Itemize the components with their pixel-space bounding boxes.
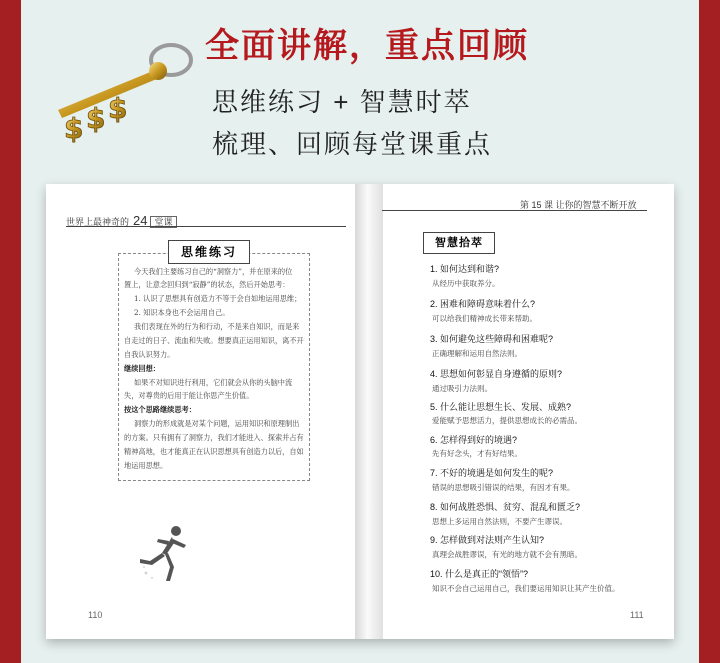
svg-text:$: $ [108, 92, 128, 125]
exercise-line: 置上，让意念回归到“寂静”的状态，然后开始思考： [124, 280, 290, 289]
answer-item: 可以给我们精神成长带来帮助。 [432, 314, 537, 323]
question-item: 10. 什么是真正的“领悟”? [430, 569, 529, 579]
exercise-line: 自我认识努力。 [124, 350, 175, 359]
exercise-line: 精神高地，也才能真正在认识思想具有创造力以后，自如 [124, 447, 304, 456]
answer-item: 知识不会自己运用自己，我们要运用知识让其产生价值。 [432, 584, 620, 593]
exercise-line: 如果不对知识进行利用，它们就会从你的头脑中流 [134, 378, 293, 387]
exercise-line: 我们表现在外的行为和行动，不是来自知识，而是来 [134, 322, 300, 331]
answer-item: 从经历中获取养分。 [432, 279, 500, 288]
question-item: 7. 不好的境遇是如何发生的呢? [430, 468, 554, 478]
answer-item: 通过吸引力法则。 [432, 384, 492, 393]
exercise-subheading: 按这个思路继续思考： [124, 405, 196, 414]
exercise-line: 失，对尊贵的后用于能让你思产生价值。 [124, 391, 254, 400]
answer-item: 爱能赋予思想活力，提供思想成长的必需品。 [432, 416, 582, 425]
golden-key-icon [48, 38, 198, 148]
book-gutter [355, 184, 383, 639]
subheading-1: 思维练习 + 智慧时萃 [212, 87, 472, 117]
question-item: 6. 怎样得到好的境遇? [430, 435, 518, 445]
question-item: 4. 思想如何彰显自身遵循的原则? [430, 369, 563, 379]
answer-item: 正确理解和运用自然法则。 [432, 349, 522, 358]
answer-item: 思想上多运用自然法则，不要产生谬误。 [432, 517, 567, 526]
exercise-line: 地运用思想。 [124, 461, 168, 470]
left-header-rule [66, 226, 346, 227]
exercise-line: 洞察力的形成就是对某个问题，运用知识和原理制出 [134, 419, 300, 428]
exercise-subheading: 继续回想： [124, 364, 160, 373]
left-header-num: 24 [133, 213, 148, 228]
wisdom-digest-title: 智慧拾萃 [423, 232, 495, 254]
thinking-exercise-title: 思维练习 [168, 240, 250, 264]
exercise-line: 2. 知识本身也不会运用自己。 [134, 308, 230, 317]
exercise-line: 自走过的日子、流血和失败。想要真正运用知识，离不开 [124, 336, 304, 345]
question-item: 2. 困难和障碍意味着什么? [430, 299, 536, 309]
exercise-line: 今天我们主要练习自己的“洞察力”，并在原来的位 [134, 267, 293, 276]
subheading-2: 梳理、回顾每堂课重点 [212, 129, 493, 159]
headline: 全面讲解，重点回顾 [205, 27, 529, 65]
answer-item: 先有好念头，才有好结果。 [432, 449, 522, 458]
left-page-number: 110 [88, 610, 103, 620]
svg-text:$: $ [86, 102, 106, 135]
right-page-number: 111 [630, 610, 644, 620]
exercise-line: 的方案。只有拥有了洞察力，我们才能进入、探索并占有 [124, 433, 304, 442]
svg-text:$: $ [64, 112, 84, 145]
answer-item: 错误的思想吸引错误的结果，有因才有果。 [432, 483, 575, 492]
left-header-title: 世界上最神奇的 [66, 217, 130, 227]
question-item: 9. 怎样做到对法则产生认知? [430, 535, 545, 545]
question-item: 5. 什么能让思想生长、发展、成熟? [430, 402, 572, 412]
answer-item: 真理会战胜谬误，有光的地方就不会有黑暗。 [432, 550, 582, 559]
question-item: 1. 如何达到和谐? [430, 264, 500, 274]
right-header-rule [382, 210, 647, 211]
right-page-header: 第 15 课 让你的智慧不断开放 [520, 200, 637, 210]
running-man-icon [136, 523, 196, 585]
question-item: 8. 如何战胜恐惧、贫穷、混乱和匮乏? [430, 502, 581, 512]
question-item: 3. 如何避免这些障碍和困难呢? [430, 334, 554, 344]
exercise-line: 1. 认识了思想具有创造力不等于会自如地运用思维； [134, 294, 302, 303]
left-header-box: 堂课 [150, 216, 176, 228]
